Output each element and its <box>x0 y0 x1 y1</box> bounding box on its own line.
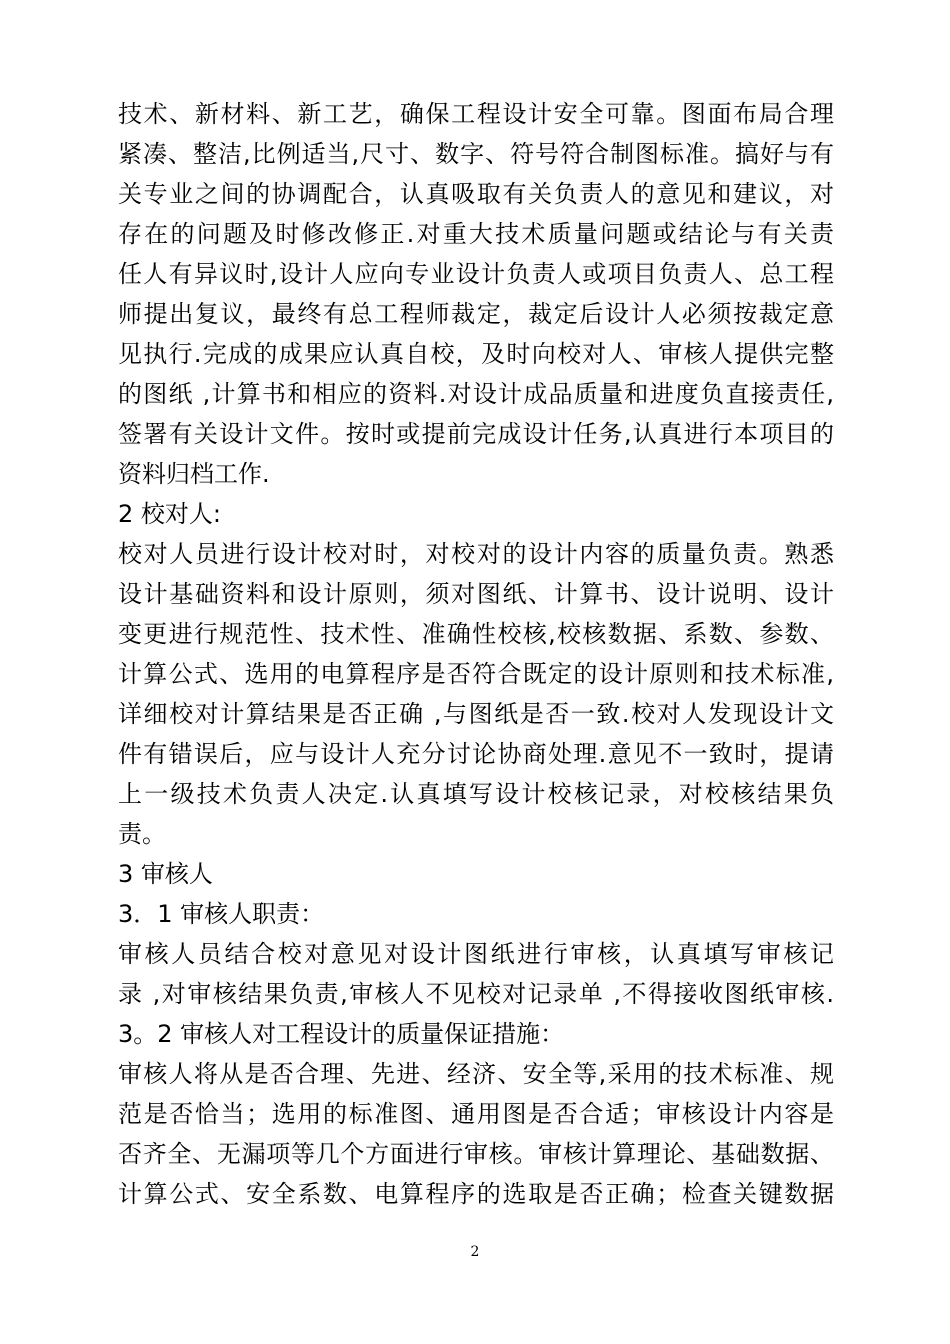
text-line: 审核人员结合校对意见对设计图纸进行审核，认真填写审核记 <box>118 940 834 968</box>
text-line: 签署有关设计文件。按时或提前完成设计任务,认真进行本项目的 <box>118 420 834 448</box>
page-number: 2 <box>470 1244 480 1260</box>
text-line: 详细校对计算结果是否正确 ,与图纸是否一致.校对人发现设计文 <box>118 700 834 728</box>
text-line: 3．1 审核人职责： <box>118 900 325 928</box>
text-line: 校对人员进行设计校对时，对校对的设计内容的质量负责。熟悉 <box>118 540 834 568</box>
text-line: 计算公式、安全系数、电算程序的选取是否正确；检查关键数据 <box>118 1180 834 1208</box>
text-line: 3 审核人 <box>118 860 213 888</box>
text-line: 变更进行规范性、技术性、准确性校核,校核数据、系数、参数、 <box>118 620 834 648</box>
text-line: 任人有异议时,设计人应向专业设计负责人或项目负责人、总工程 <box>118 260 834 288</box>
text-line: 责。 <box>118 820 166 848</box>
text-line: 资料归档工作. <box>118 460 270 488</box>
text-line: 范是否恰当；选用的标准图、通用图是否合适；审核设计内容是 <box>118 1100 834 1128</box>
text-line: 3。2 审核人对工程设计的质量保证措施： <box>118 1020 565 1048</box>
text-line: 关专业之间的协调配合，认真吸取有关负责人的意见和建议，对 <box>118 180 834 208</box>
text-line: 2 校对人: <box>118 500 221 528</box>
text-line: 师提出复议，最终有总工程师裁定，裁定后设计人必须按裁定意 <box>118 300 834 328</box>
text-line: 审核人将从是否合理、先进、经济、安全等,采用的技术标准、规 <box>118 1060 834 1088</box>
text-line: 录 ,对审核结果负责,审核人不见校对记录单 ,不得接收图纸审核. <box>118 980 834 1008</box>
text-line: 上一级技术负责人决定.认真填写设计校核记录，对校核结果负 <box>118 780 834 808</box>
text-line: 技术、新材料、新工艺，确保工程设计安全可靠。图面布局合理 <box>118 100 834 128</box>
text-line: 件有错误后，应与设计人充分讨论协商处理.意见不一致时，提请 <box>118 740 834 768</box>
text-line: 见执行.完成的成果应认真自校，及时向校对人、审核人提供完整 <box>118 340 834 368</box>
text-line: 的图纸 ,计算书和相应的资料.对设计成品质量和进度负直接责任, <box>118 380 834 408</box>
text-line: 计算公式、选用的电算程序是否符合既定的设计原则和技术标准, <box>118 660 834 688</box>
text-line: 否齐全、无漏项等几个方面进行审核。审核计算理论、基础数据、 <box>118 1140 834 1168</box>
document-body <box>118 94 834 1214</box>
text-line: 设计基础资料和设计原则，须对图纸、计算书、设计说明、设计 <box>118 580 834 608</box>
text-line: 紧凑、整洁,比例适当,尺寸、数字、符号符合制图标准。搞好与有 <box>118 140 834 168</box>
text-line: 存在的问题及时修改修正.对重大技术质量问题或结论与有关责 <box>118 220 834 248</box>
